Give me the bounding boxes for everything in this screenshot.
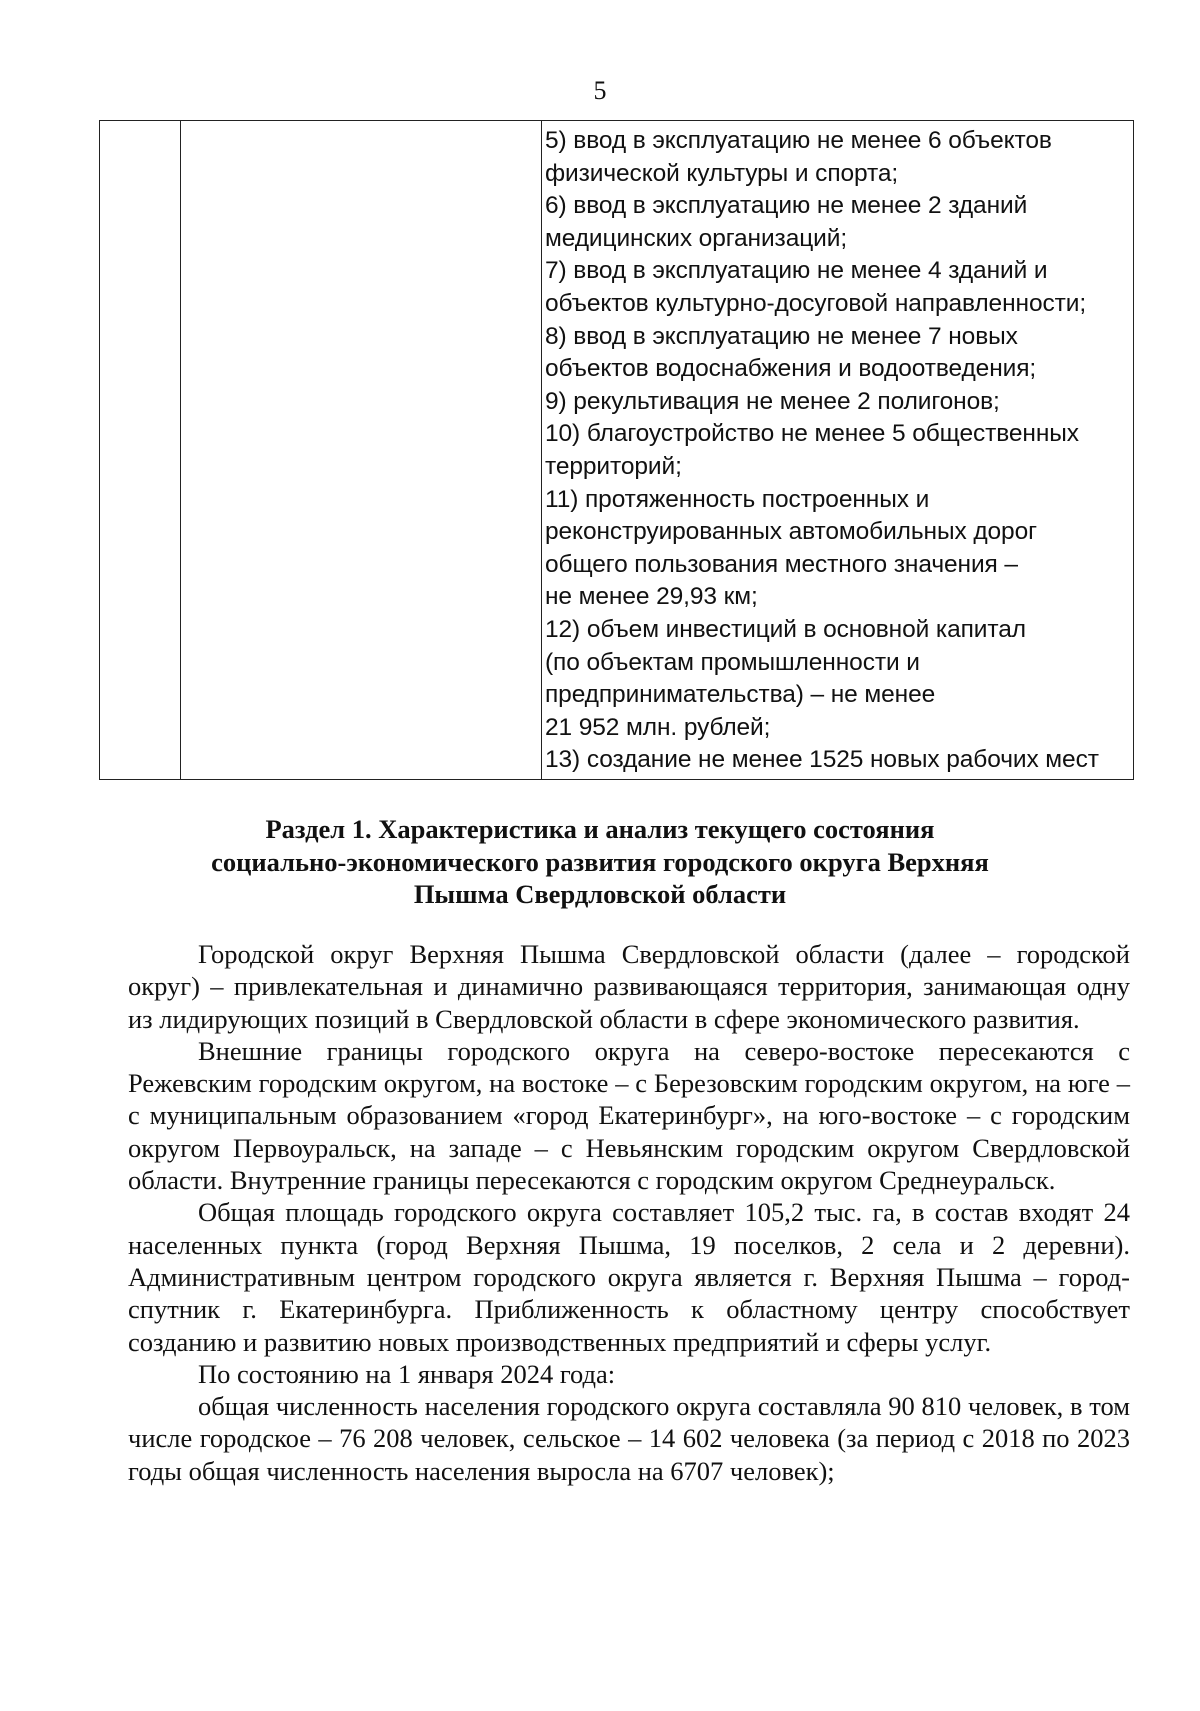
goal-item: 10) благоустройство не менее 5 общественных территорий; — [545, 420, 1079, 480]
goal-item: 5) ввод в эксплуатацию не менее 6 объектов физической культуры и спорта; — [545, 127, 1052, 187]
section-heading-line: Раздел 1. Характеристика и анализ текущего состояния — [265, 814, 935, 844]
goal-item: 6) ввод в эксплуатацию не менее 2 зданий медицинских организаций; — [545, 192, 1028, 252]
goal-item: 7) ввод в эксплуатацию не менее 4 зданий и объектов культурно-досуговой направленности; — [545, 257, 1087, 317]
body-text — [128, 938, 1130, 1487]
paragraph: Городской округ Верхняя Пышма Свердловской области (далее – городской округ) – привлекательная и динамично развивающаяся территория, занимающая одну из лидирующих позиций в Свердловской области в сфере экономического развития. — [128, 939, 1130, 1034]
goal-item: 8) ввод в эксплуатацию не менее 7 новых объектов водоснабжения и водоотведения; — [545, 322, 1037, 383]
table-cell-number — [100, 121, 181, 780]
continued-goals-table — [99, 120, 1134, 780]
paragraph: Общая площадь городского округа составляет 105,2 тыс. га, в состав входят 24 населенных пункта (город Верхняя Пышма, 19 поселков, 2 села и 2 деревни). Административным центром городского округа является г. Верхняя Пышма – город-спутник г. Екатеринбурга. Приближенность к областному центру способствует созданию и развитию новых производственных предприятий и сферы услуг. — [128, 1197, 1130, 1357]
table-cell-goals — [542, 121, 1134, 780]
table-cell-name — [181, 121, 542, 780]
section-heading — [160, 813, 1040, 911]
paragraph: общая численность населения городского округа составляла 90 810 человек, в том числе городское – 76 208 человек, сельское – 14 602 человека (за период с 2018 по 2023 годы общая численность населения выросла на 6707 человек); — [128, 1391, 1130, 1486]
goal-item: 11) протяженность построенных и реконструированных автомобильных дорог общего пользования местного значения – не менее 29,93 км; — [545, 485, 1037, 611]
section-heading-line: социально-экономического развития городского округа Верхняя — [211, 846, 989, 877]
section-heading-line: Пышма Свердловской области — [413, 879, 787, 909]
goal-item: 13) создание не менее 1525 новых рабочих мест — [545, 746, 1099, 774]
goal-item: 12) объем инвестиций в основной капитал (по объектам промышленности и предпринимательства) – не менее 21 952 млн. рублей; — [545, 615, 1026, 741]
goal-item: 9) рекультивация не менее 2 полигонов; — [545, 387, 1000, 415]
paragraph: По состоянию на 1 января 2024 года: — [198, 1358, 616, 1389]
paragraph: Внешние границы городского округа на северо-востоке пересекаются с Режевским городским округом, на востоке – с Березовским городским округом, на юге – с муниципальным образованием «город Екатеринбург», на юго-востоке – с городским округом Первоуральск, на западе – с Невьянским городским округом Свердловской области. Внутренние границы пересекаются с городским округом Среднеуральск. — [128, 1035, 1130, 1196]
page-number: 5 — [593, 76, 607, 105]
table-row — [100, 121, 1134, 780]
